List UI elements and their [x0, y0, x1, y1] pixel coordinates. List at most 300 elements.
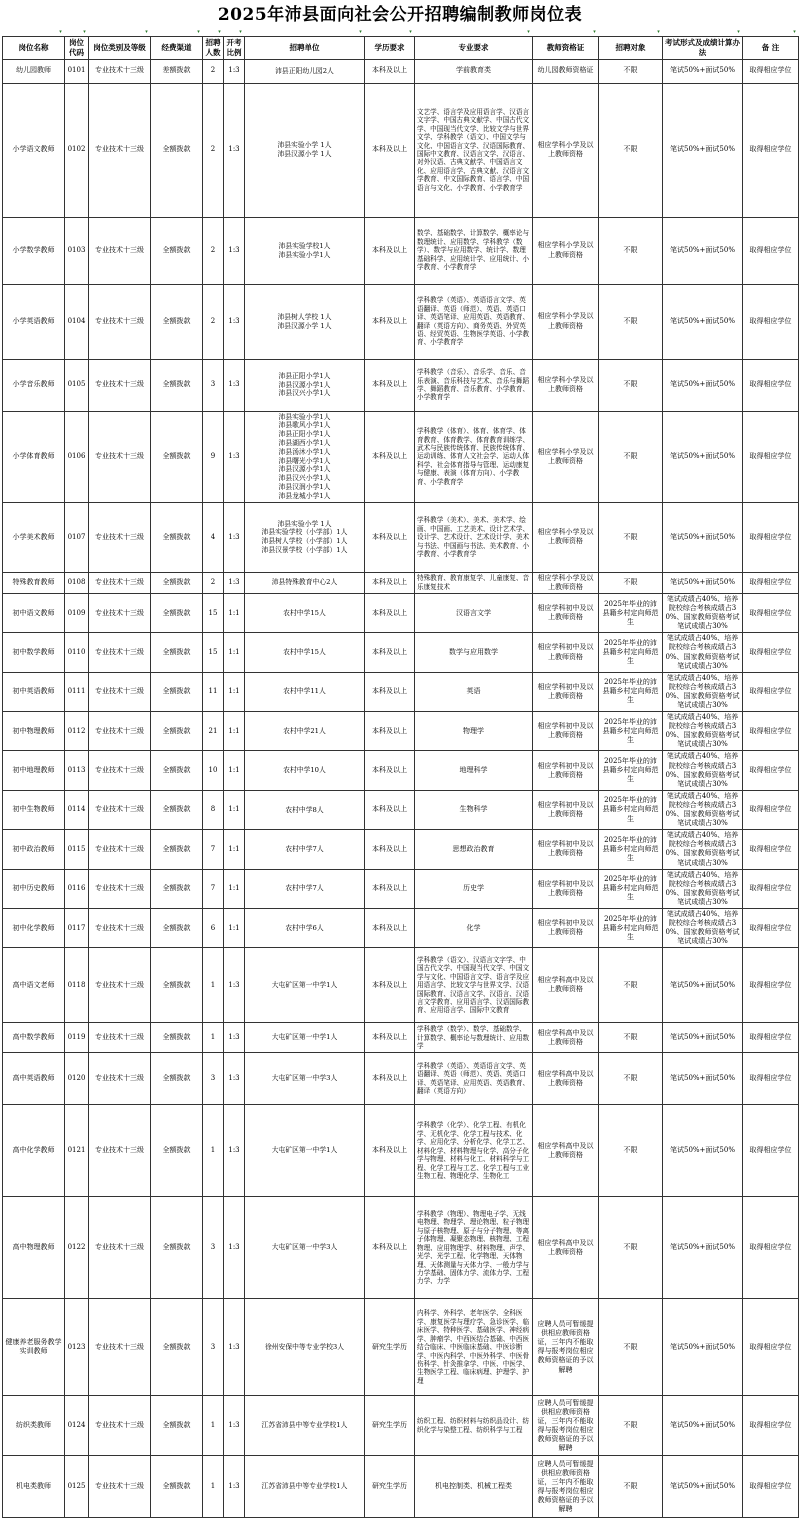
- certificate-cell: 应聘人员可暂缓提供相应教师资格证，三年内不能取得与报考岗位相应教师资格证的予以解聘: [533, 1456, 599, 1518]
- table-row: [3, 1105, 799, 1197]
- employer-line: 沛县正阳小学1人: [278, 371, 331, 380]
- certificate-cell: 相应学科高中及以上教师资格: [533, 948, 599, 1023]
- position-level-cell: 专业技术十三级: [89, 1105, 151, 1197]
- employer-line: 沛县树人学校（小学部）1人: [261, 537, 348, 546]
- filter-dropdown-icon[interactable]: ▾: [218, 30, 221, 35]
- position-code-cell: 0113: [65, 751, 89, 790]
- table-row: [3, 411, 799, 502]
- major-requirement-cell: 学科教学（数学）、数学、基础数学、计算数学、概率论与数理统计、应用数学: [415, 1023, 533, 1053]
- funding-cell: 全额拨款: [151, 1396, 203, 1456]
- target-cell: 不限: [599, 502, 663, 572]
- note-cell: 取得相应学位: [743, 1105, 799, 1197]
- employer-line: 沛县汤沐小学1人: [278, 447, 331, 456]
- filter-cell: [89, 30, 151, 37]
- position-code-cell: 0116: [65, 869, 89, 908]
- hire-count-cell: 10: [203, 751, 224, 790]
- employer-line: 沛县汉兴小学1人: [278, 474, 331, 483]
- exam-ratio-cell: 1:3: [224, 217, 245, 284]
- exam-method-cell: 笔试50%+面试50%: [663, 1299, 743, 1396]
- education-cell: 本科及以上: [365, 593, 415, 632]
- certificate-cell: 相应学科初中及以上教师资格: [533, 790, 599, 829]
- note-cell: 取得相应学位: [743, 712, 799, 751]
- position-code-cell: 0121: [65, 1105, 89, 1197]
- hire-count-cell: 3: [203, 1197, 224, 1299]
- hire-count-cell: 1: [203, 948, 224, 1023]
- education-cell: 本科及以上: [365, 359, 415, 411]
- column-header: 岗位类别及等级: [89, 37, 151, 60]
- exam-ratio-cell: 1:3: [224, 1456, 245, 1518]
- employer-line: 沛县湖西小学1人: [278, 438, 331, 447]
- hire-count-cell: 15: [203, 593, 224, 632]
- employer-line: 沛县汉源小学1人: [278, 380, 331, 389]
- target-cell: 不限: [599, 1396, 663, 1456]
- position-level-cell: 专业技术十三级: [89, 359, 151, 411]
- major-requirement-cell: 机电控制类、机械工程类: [415, 1456, 533, 1518]
- major-requirement-cell: 学科教学（英语）、英语语言文学、英语翻译、英语（师范）、英语、英语口译、英语笔译、应用英语、英语教育、翻译（英语方向）: [415, 1053, 533, 1105]
- employer-cell: [245, 869, 365, 908]
- exam-method-cell: 笔试成绩占40%、培养院校综合考核成绩占30%、国家教师资格考试笔试成绩占30%: [663, 869, 743, 908]
- target-cell: 2025年毕业的沛县籍乡村定向师范生: [599, 633, 663, 672]
- funding-cell: 差额拨款: [151, 59, 203, 83]
- hire-count-cell: 2: [203, 83, 224, 217]
- position-level-cell: 专业技术十三级: [89, 593, 151, 632]
- hire-count-cell: 8: [203, 790, 224, 829]
- target-cell: 2025年毕业的沛县籍乡村定向师范生: [599, 869, 663, 908]
- note-cell: 取得相应学位: [743, 830, 799, 869]
- position-code-cell: 0109: [65, 593, 89, 632]
- education-cell: 本科及以上: [365, 869, 415, 908]
- position-level-cell: 专业技术十三级: [89, 633, 151, 672]
- note-cell: 取得相应学位: [743, 59, 799, 83]
- filter-row: [3, 30, 799, 37]
- position-level-cell: 专业技术十三级: [89, 712, 151, 751]
- position-code-cell: 0101: [65, 59, 89, 83]
- hire-count-cell: 1: [203, 1105, 224, 1197]
- filter-dropdown-icon[interactable]: ▾: [657, 30, 660, 35]
- position-code-cell: 0108: [65, 572, 89, 593]
- employer-line: 农村中学15人: [283, 648, 326, 657]
- major-requirement-cell: 特殊教育、教育康复学、儿童康复、音乐康复技术: [415, 572, 533, 593]
- education-cell: 本科及以上: [365, 830, 415, 869]
- position-name-cell: 小学体育教师: [3, 411, 65, 502]
- position-name-cell: 初中英语教师: [3, 672, 65, 711]
- position-name-cell: 初中物理教师: [3, 712, 65, 751]
- major-requirement-cell: 学科教学（语文）、汉语言文字学、中国古代文学、中国现当代文学、中国文学与文化、中国语言文学、语言学及应用语言学、比较文学与世界文学、汉语国际教育、汉语言文学、汉语言、汉语言文学教育、应用语言学、汉语国际教育、应用语言学、国际中文教育: [415, 948, 533, 1023]
- exam-ratio-cell: 1:3: [224, 284, 245, 359]
- position-level-cell: 专业技术十三级: [89, 1023, 151, 1053]
- certificate-cell: 相应学科高中及以上教师资格: [533, 1105, 599, 1197]
- column-header: 教师资格证: [533, 37, 599, 60]
- filter-cell: [65, 30, 89, 37]
- certificate-cell: 相应学科小学及以上教师资格: [533, 359, 599, 411]
- note-cell: 取得相应学位: [743, 1053, 799, 1105]
- exam-method-cell: 笔试成绩占40%、培养院校综合考核成绩占30%、国家教师资格考试笔试成绩占30%: [663, 830, 743, 869]
- certificate-cell: 相应学科高中及以上教师资格: [533, 1053, 599, 1105]
- employer-line: 沛县汉源小学1人: [278, 465, 331, 474]
- education-cell: 本科及以上: [365, 83, 415, 217]
- position-name-cell: 高中数学教师: [3, 1023, 65, 1053]
- exam-method-cell: 笔试50%+面试50%: [663, 1197, 743, 1299]
- employer-cell: [245, 948, 365, 1023]
- certificate-cell: 应聘人员可暂缓提供相应教师资格证，三年内不能取得与报考岗位相应教师资格证的予以解聘: [533, 1299, 599, 1396]
- hire-count-cell: 2: [203, 284, 224, 359]
- employer-line: 徐州安保中等专业学校3人: [264, 1342, 345, 1351]
- major-requirement-cell: 汉语言文学: [415, 593, 533, 632]
- education-cell: 本科及以上: [365, 572, 415, 593]
- table-row: [3, 712, 799, 751]
- exam-ratio-cell: 1:1: [224, 869, 245, 908]
- education-cell: 本科及以上: [365, 1105, 415, 1197]
- position-name-cell: 初中数学教师: [3, 633, 65, 672]
- employer-line: 农村中学6人: [285, 923, 324, 932]
- position-name-cell: 幼儿园教师: [3, 59, 65, 83]
- filter-dropdown-icon[interactable]: ▾: [737, 30, 740, 35]
- education-cell: 本科及以上: [365, 411, 415, 502]
- employer-cell: [245, 411, 365, 502]
- employer-cell: [245, 1023, 365, 1053]
- position-level-cell: 专业技术十三级: [89, 1299, 151, 1396]
- position-name-cell: 小学音乐教师: [3, 359, 65, 411]
- employer-line: 大屯矿区第一中学3人: [271, 1243, 338, 1252]
- employer-cell: [245, 1396, 365, 1456]
- exam-method-cell: 笔试成绩占40%、培养院校综合考核成绩占30%、国家教师资格考试笔试成绩占30%: [663, 633, 743, 672]
- education-cell: 本科及以上: [365, 672, 415, 711]
- position-code-cell: 0125: [65, 1456, 89, 1518]
- employer-cell: [245, 502, 365, 572]
- filter-cell: [365, 30, 415, 37]
- employer-cell: [245, 712, 365, 751]
- hire-count-cell: 1: [203, 1023, 224, 1053]
- employer-line: 沛县汉润小学1人: [278, 483, 331, 492]
- exam-ratio-cell: 1:1: [224, 790, 245, 829]
- employer-line: 大屯矿区第一中学3人: [271, 1074, 338, 1083]
- filter-dropdown-icon[interactable]: ▾: [83, 30, 86, 35]
- filter-cell: [663, 30, 743, 37]
- note-cell: 取得相应学位: [743, 502, 799, 572]
- note-cell: 取得相应学位: [743, 1023, 799, 1053]
- employer-line: 农村中学15人: [283, 608, 326, 617]
- exam-method-cell: 笔试50%+面试50%: [663, 59, 743, 83]
- target-cell: 不限: [599, 1456, 663, 1518]
- target-cell: 不限: [599, 217, 663, 284]
- employer-cell: [245, 1197, 365, 1299]
- table-row: [3, 359, 799, 411]
- position-level-cell: 专业技术十三级: [89, 1197, 151, 1299]
- positions-table: [2, 30, 799, 1518]
- certificate-cell: 相应学科初中及以上教师资格: [533, 672, 599, 711]
- employer-line: 农村中学21人: [283, 726, 326, 735]
- employer-cell: [245, 633, 365, 672]
- employer-cell: [245, 217, 365, 284]
- employer-line: 沛县特殊教育中心2人: [271, 578, 338, 587]
- position-level-cell: 专业技术十三级: [89, 672, 151, 711]
- filter-dropdown-icon[interactable]: ▾: [145, 30, 148, 35]
- position-name-cell: 特殊教育教师: [3, 572, 65, 593]
- employer-line: 沛县歌风小学1人: [278, 421, 331, 430]
- employer-line: 大屯矿区第一中学1人: [271, 980, 338, 989]
- employer-cell: [245, 593, 365, 632]
- position-level-cell: 专业技术十三级: [89, 217, 151, 284]
- filter-dropdown-icon[interactable]: ▾: [239, 30, 242, 35]
- table-row: [3, 502, 799, 572]
- funding-cell: 全额拨款: [151, 411, 203, 502]
- exam-method-cell: 笔试成绩占40%、培养院校综合考核成绩占30%、国家教师资格考试笔试成绩占30%: [663, 593, 743, 632]
- target-cell: 不限: [599, 1105, 663, 1197]
- position-level-cell: 专业技术十三级: [89, 869, 151, 908]
- exam-method-cell: 笔试50%+面试50%: [663, 217, 743, 284]
- education-cell: 本科及以上: [365, 59, 415, 83]
- employer-line: 沛县正阳幼儿园2人: [275, 66, 334, 75]
- note-cell: 取得相应学位: [743, 633, 799, 672]
- exam-ratio-cell: 1:1: [224, 712, 245, 751]
- employer-line: 大屯矿区第一中学1人: [271, 1146, 338, 1155]
- target-cell: 不限: [599, 1197, 663, 1299]
- filter-cell: [245, 30, 365, 37]
- position-level-cell: 专业技术十三级: [89, 502, 151, 572]
- position-level-cell: 专业技术十三级: [89, 572, 151, 593]
- table-row: [3, 869, 799, 908]
- major-requirement-cell: 学科教学（化学）、化学工程、有机化学、无机化学、化学工程与技术、化学、应用化学、分析化学、化学工艺、材料化学、材料物理与化学、高分子化学与物理、材料与化工、材料科学与工程、化学工程与工艺、化学工程与工业生物工程、物理化学、生物化工: [415, 1105, 533, 1197]
- funding-cell: 全额拨款: [151, 1456, 203, 1518]
- employer-cell: [245, 751, 365, 790]
- exam-method-cell: 笔试50%+面试50%: [663, 1456, 743, 1518]
- exam-ratio-cell: 1:3: [224, 83, 245, 217]
- major-requirement-cell: 学科教学（美术）、美术、美术学、绘画、中国画、工艺美术、设计艺术学、设计学、艺术设计、艺术设计学、美术与书法、中国画与书法、美术教育、小学教育、小学教育学: [415, 502, 533, 572]
- position-name-cell: 初中生物教师: [3, 790, 65, 829]
- employer-line: 沛县实验小学1人: [278, 250, 331, 259]
- exam-ratio-cell: 1:3: [224, 1053, 245, 1105]
- position-level-cell: 专业技术十三级: [89, 83, 151, 217]
- certificate-cell: 相应学科小学及以上教师资格: [533, 572, 599, 593]
- education-cell: 本科及以上: [365, 502, 415, 572]
- funding-cell: 全额拨款: [151, 217, 203, 284]
- exam-method-cell: 笔试成绩占40%、培养院校综合考核成绩占30%、国家教师资格考试笔试成绩占30%: [663, 908, 743, 947]
- major-requirement-cell: 数学与应用数学: [415, 633, 533, 672]
- funding-cell: 全额拨款: [151, 593, 203, 632]
- position-code-cell: 0112: [65, 712, 89, 751]
- exam-ratio-cell: 1:3: [224, 1396, 245, 1456]
- employer-line: 沛县汉源小学 1人: [277, 150, 332, 158]
- employer-line: 农村中学7人: [285, 884, 324, 893]
- target-cell: 2025年毕业的沛县籍乡村定向师范生: [599, 790, 663, 829]
- employer-line: 沛县汉源小学 1人: [277, 321, 332, 330]
- filter-dropdown-icon[interactable]: ▾: [197, 30, 200, 35]
- column-header: 经费渠道: [151, 37, 203, 60]
- note-cell: 取得相应学位: [743, 217, 799, 284]
- target-cell: 不限: [599, 1053, 663, 1105]
- position-level-cell: 专业技术十三级: [89, 59, 151, 83]
- employer-line: 农村中学10人: [283, 766, 326, 775]
- funding-cell: 全额拨款: [151, 790, 203, 829]
- major-requirement-cell: 物理学: [415, 712, 533, 751]
- position-code-cell: 0107: [65, 502, 89, 572]
- filter-cell: [203, 30, 224, 37]
- exam-method-cell: 笔试50%+面试50%: [663, 572, 743, 593]
- employer-cell: [245, 672, 365, 711]
- funding-cell: 全额拨款: [151, 1197, 203, 1299]
- education-cell: 本科及以上: [365, 712, 415, 751]
- major-requirement-cell: 化学: [415, 908, 533, 947]
- hire-count-cell: 3: [203, 359, 224, 411]
- table-row: [3, 284, 799, 359]
- employer-line: 沛县实验小学 1人: [277, 141, 332, 150]
- employer-cell: [245, 830, 365, 869]
- exam-ratio-cell: 1:3: [224, 1197, 245, 1299]
- position-name-cell: 初中历史教师: [3, 869, 65, 908]
- filter-cell: [415, 30, 533, 37]
- exam-method-cell: 笔试成绩占40%、培养院校综合考核成绩占30%、国家教师资格考试笔试成绩占30%: [663, 712, 743, 751]
- column-header: 招聘人数: [203, 37, 224, 60]
- certificate-cell: 相应学科小学及以上教师资格: [533, 502, 599, 572]
- table-row: [3, 1456, 799, 1518]
- note-cell: 取得相应学位: [743, 284, 799, 359]
- major-requirement-cell: 历史学: [415, 869, 533, 908]
- exam-method-cell: 笔试50%+面试50%: [663, 83, 743, 217]
- funding-cell: 全额拨款: [151, 284, 203, 359]
- employer-cell: [245, 1053, 365, 1105]
- funding-cell: 全额拨款: [151, 908, 203, 947]
- employer-cell: [245, 83, 365, 217]
- filter-cell: [743, 30, 799, 37]
- employer-cell: [245, 1456, 365, 1518]
- position-name-cell: 纺织类教师: [3, 1396, 65, 1456]
- target-cell: 不限: [599, 284, 663, 359]
- certificate-cell: 相应学科初中及以上教师资格: [533, 751, 599, 790]
- exam-ratio-cell: 1:1: [224, 908, 245, 947]
- education-cell: 本科及以上: [365, 1023, 415, 1053]
- position-code-cell: 0111: [65, 672, 89, 711]
- target-cell: 2025年毕业的沛县籍乡村定向师范生: [599, 593, 663, 632]
- position-code-cell: 0115: [65, 830, 89, 869]
- major-requirement-cell: 学前教育类: [415, 59, 533, 83]
- filter-dropdown-icon[interactable]: ▾: [359, 30, 362, 35]
- table-row: [3, 908, 799, 947]
- funding-cell: 全额拨款: [151, 359, 203, 411]
- exam-method-cell: 笔试成绩占40%、培养院校综合考核成绩占30%、国家教师资格考试笔试成绩占30%: [663, 672, 743, 711]
- note-cell: 取得相应学位: [743, 572, 799, 593]
- position-name-cell: 小学语文教师: [3, 83, 65, 217]
- employer-cell: [245, 790, 365, 829]
- exam-ratio-cell: 1:3: [224, 411, 245, 502]
- position-code-cell: 0104: [65, 284, 89, 359]
- employer-line: 农村中学11人: [283, 687, 326, 696]
- column-header: 备 注: [743, 37, 799, 60]
- table-row: [3, 83, 799, 217]
- position-name-cell: 高中化学教师: [3, 1105, 65, 1197]
- target-cell: 不限: [599, 948, 663, 1023]
- exam-ratio-cell: 1:3: [224, 1299, 245, 1396]
- table-row: [3, 217, 799, 284]
- education-cell: 本科及以上: [365, 217, 415, 284]
- position-level-cell: 专业技术十三级: [89, 751, 151, 790]
- exam-ratio-cell: 1:3: [224, 572, 245, 593]
- major-requirement-cell: 思想政治教育: [415, 830, 533, 869]
- table-row: [3, 790, 799, 829]
- filter-dropdown-icon[interactable]: ▾: [593, 30, 596, 35]
- note-cell: 取得相应学位: [743, 948, 799, 1023]
- funding-cell: 全额拨款: [151, 712, 203, 751]
- education-cell: 本科及以上: [365, 284, 415, 359]
- certificate-cell: 相应学科初中及以上教师资格: [533, 908, 599, 947]
- column-header: 岗位代码: [65, 37, 89, 60]
- certificate-cell: 相应学科小学及以上教师资格: [533, 83, 599, 217]
- filter-cell: [533, 30, 599, 37]
- column-header: 岗位名称: [3, 37, 65, 60]
- target-cell: 2025年毕业的沛县籍乡村定向师范生: [599, 830, 663, 869]
- target-cell: 2025年毕业的沛县籍乡村定向师范生: [599, 751, 663, 790]
- position-level-cell: 专业技术十三级: [89, 1456, 151, 1518]
- exam-method-cell: 笔试50%+面试50%: [663, 1053, 743, 1105]
- target-cell: 不限: [599, 59, 663, 83]
- column-header: 开考比例: [224, 37, 245, 60]
- hire-count-cell: 2: [203, 217, 224, 284]
- note-cell: 取得相应学位: [743, 1197, 799, 1299]
- target-cell: 2025年毕业的沛县籍乡村定向师范生: [599, 672, 663, 711]
- column-header: 招聘单位: [245, 37, 365, 60]
- position-code-cell: 0106: [65, 411, 89, 502]
- employer-cell: [245, 284, 365, 359]
- position-name-cell: 初中语文教师: [3, 593, 65, 632]
- position-code-cell: 0123: [65, 1299, 89, 1396]
- exam-method-cell: 笔试50%+面试50%: [663, 359, 743, 411]
- note-cell: 取得相应学位: [743, 790, 799, 829]
- exam-ratio-cell: 1:3: [224, 59, 245, 83]
- table-row: [3, 633, 799, 672]
- note-cell: 取得相应学位: [743, 672, 799, 711]
- hire-count-cell: 2: [203, 59, 224, 83]
- target-cell: 不限: [599, 572, 663, 593]
- note-cell: 取得相应学位: [743, 908, 799, 947]
- exam-ratio-cell: 1:1: [224, 751, 245, 790]
- exam-method-cell: 笔试50%+面试50%: [663, 411, 743, 502]
- filter-dropdown-icon[interactable]: ▾: [409, 30, 412, 35]
- certificate-cell: 相应学科小学及以上教师资格: [533, 284, 599, 359]
- filter-dropdown-icon[interactable]: ▾: [527, 30, 530, 35]
- position-code-cell: 0124: [65, 1396, 89, 1456]
- filter-dropdown-icon[interactable]: ▾: [793, 30, 796, 35]
- target-cell: 不限: [599, 1023, 663, 1053]
- funding-cell: 全额拨款: [151, 572, 203, 593]
- page-title: 2025年沛县面向社会公开招聘编制教师岗位表: [217, 5, 583, 25]
- certificate-cell: 相应学科初中及以上教师资格: [533, 712, 599, 751]
- note-cell: 取得相应学位: [743, 593, 799, 632]
- note-cell: 取得相应学位: [743, 751, 799, 790]
- hire-count-cell: 3: [203, 1299, 224, 1396]
- education-cell: 本科及以上: [365, 751, 415, 790]
- position-name-cell: 小学英语教师: [3, 284, 65, 359]
- position-code-cell: 0110: [65, 633, 89, 672]
- exam-ratio-cell: 1:1: [224, 830, 245, 869]
- funding-cell: 全额拨款: [151, 948, 203, 1023]
- employer-line: 江苏省沛县中等专业学校1人: [261, 1482, 348, 1491]
- exam-ratio-cell: 1:1: [224, 672, 245, 711]
- employer-cell: [245, 1299, 365, 1396]
- exam-ratio-cell: 1:3: [224, 948, 245, 1023]
- hire-count-cell: 1: [203, 1456, 224, 1518]
- education-cell: 研究生学历: [365, 1396, 415, 1456]
- employer-line: 沛县龙城小学1人: [278, 491, 331, 500]
- major-requirement-cell: 学科教学（体育）、体育、体育学、体育教育、体育教学、体育教育训练学、武术与民族传统体育、民族传统体育、运动训练、体育人文社会学、运动人体科学、社会体育指导与管理、运动康复与健康、表演（体育方向）、小学教育、小学教育学: [415, 411, 533, 502]
- filter-dropdown-icon[interactable]: ▾: [59, 30, 62, 35]
- position-code-cell: 0103: [65, 217, 89, 284]
- hire-count-cell: 6: [203, 908, 224, 947]
- major-requirement-cell: 生物科学: [415, 790, 533, 829]
- major-requirement-cell: 地理科学: [415, 751, 533, 790]
- employer-line: 沛县汉兴小学1人: [278, 389, 331, 398]
- exam-method-cell: 笔试50%+面试50%: [663, 1105, 743, 1197]
- exam-method-cell: 笔试50%+面试50%: [663, 502, 743, 572]
- funding-cell: 全额拨款: [151, 869, 203, 908]
